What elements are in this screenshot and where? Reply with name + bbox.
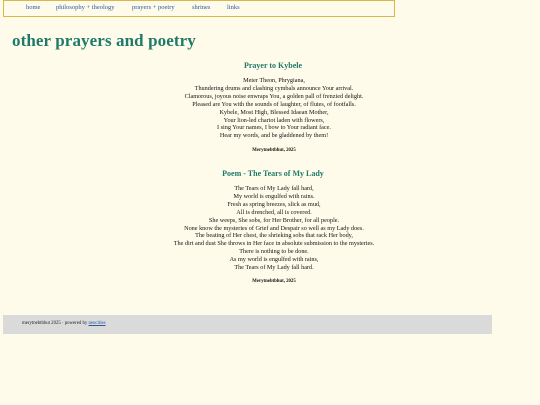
poem-title: Poem - The Tears of My Lady [222, 169, 324, 178]
poem-line: Clamorous, joyous noise enwraps You, a golden pall of frenzied delight. [184, 92, 364, 100]
footer-text [22, 321, 106, 326]
poem-line: Pleased are You with the sounds of laughter, of flutes, of footfalls. [192, 100, 356, 108]
poem-line: The Tears of My Lady fall hard. [234, 264, 314, 272]
poem-line: Kybele, Most High, Blessed Idaean Mother, [219, 108, 329, 116]
poem-body [0, 77, 540, 140]
poem-line: Fresh as spring breezes, slick as mud, [227, 200, 321, 208]
poem-line: Thundering drums and clashing cymbals announce Your arrival. [194, 84, 354, 92]
poem-line: Your lion-led chariot laden with flowers, [223, 116, 325, 124]
footer-link-neocities[interactable]: neocities [88, 321, 106, 326]
poem-line: There is nothing to be done. [239, 248, 309, 256]
footer-credit: merytnebtbhut 2025 · powered by [22, 321, 88, 326]
poem-line: Hear my words, and be gladdened by them! [219, 132, 329, 140]
poem-line: The dirt and dust She throws in Her face in absolute submission to the mysteries. [173, 240, 375, 248]
nav-link-shrines[interactable]: shrines [192, 4, 211, 11]
nav-link-links[interactable]: links [227, 4, 240, 11]
nav-link-home[interactable]: home [26, 4, 41, 11]
poem-line: My world is engulfed with rains. [233, 192, 315, 200]
poem-line: The beating of Her chest, the shrieking sobs that rack Her body, [195, 232, 353, 240]
poem-body [0, 185, 540, 272]
poem-line: Meter Theon, Phrygiana, [243, 77, 305, 84]
poem-line: She weeps, She sobs, for Her Brother, for all people. [208, 216, 340, 224]
poem-line: All is drenched, all is covered. [236, 208, 312, 216]
poem-line: None know the mysteries of Grief and Despair so well as my Lady does. [184, 224, 364, 232]
poem-line: The Tears of My Lady fall hard, [234, 185, 314, 192]
nav-link-philosophy-theology[interactable]: philosophy + theology [56, 4, 115, 11]
poem-line: As my world is engulfed with rains, [229, 256, 319, 264]
poem-line: I sing Your names, I bow to Your radiant face. [217, 124, 331, 132]
page-title: other prayers and poetry [12, 31, 196, 50]
nav-link-prayers-poetry[interactable]: prayers + poetry [132, 4, 175, 11]
poem-title: Prayer to Kybele [243, 61, 303, 70]
page-footer [3, 315, 492, 334]
top-navigation [3, 0, 395, 17]
poem-signature: Merytnebtbhut, 2025 [252, 279, 296, 284]
poem-signature: Merytnebtbhut, 2025 [252, 148, 296, 153]
